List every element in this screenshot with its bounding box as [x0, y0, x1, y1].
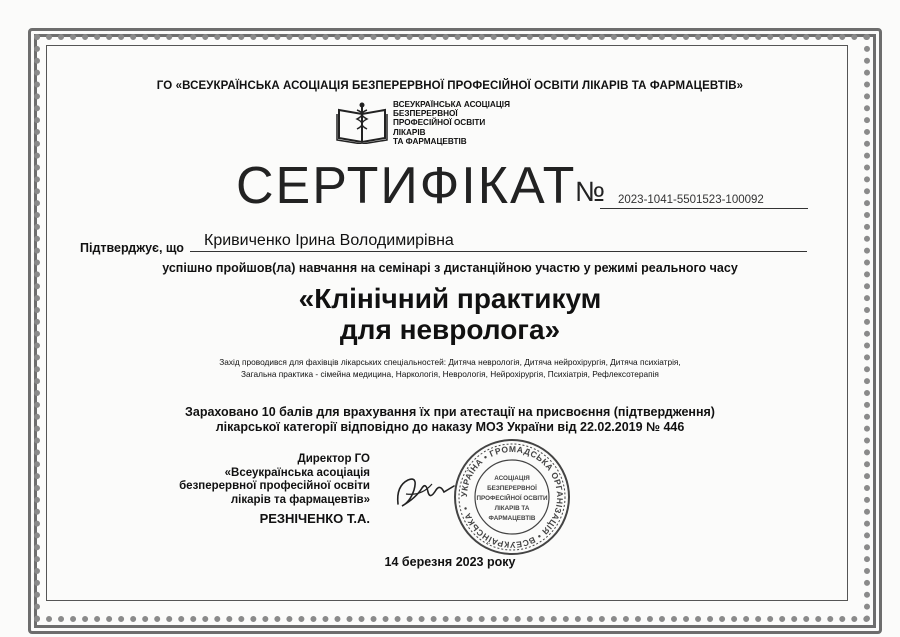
- director-line: Директор ГО: [297, 453, 370, 465]
- course-title-line: «Клінічний практикум: [298, 283, 602, 314]
- course-title: [0, 283, 900, 345]
- completion-text: успішно пройшов(ла) навчання на семінарі з дистанційною участю у режимі реального часу: [162, 261, 738, 275]
- director-line: лікарів та фармацевтів»: [230, 493, 370, 506]
- stamp-center-line: ЛІКАРІВ ТА: [494, 505, 530, 512]
- points-line: лікарської категорії відповідно до наказу МОЗ України від 22.02.2019 № 446: [215, 420, 685, 434]
- specialties-line: Загальна практика - сімейна медицина, Наркологія, Неврологія, Нейрохірургія, Психіатрія, Рефлексотерапія: [241, 369, 659, 379]
- director-title: [150, 453, 370, 507]
- course-title-line: для невролога»: [339, 314, 561, 345]
- stamp-center-line: БЕЗПЕРЕРВНОЇ: [487, 485, 537, 492]
- number-sign: №: [575, 176, 606, 207]
- official-stamp: [452, 437, 572, 557]
- stamp-ring-text: УКРАЇНА • ГРОМАДСЬКА ОРГАНІЗАЦІЯ • ВСЕУКРАЇНСЬКА •: [458, 443, 566, 551]
- certificate-number: 2023-1041-5501523-100092: [600, 194, 808, 209]
- logo-line: ПРОФЕСІЙНОЇ ОСВІТИ: [393, 118, 486, 128]
- specialties-line: Захід проводився для фахівців лікарських спеціальностей: Дитяча неврологія, Дитяча нейрохірургія, Дитяча психіатрія,: [219, 357, 681, 367]
- logo-line: ВСЕУКРАЇНСЬКА АСОЦІАЦІЯ: [393, 100, 510, 109]
- logo-line: ТА ФАРМАЦЕВТІВ: [393, 136, 467, 146]
- director-line: «Всеукраїнська асоціація: [224, 466, 370, 479]
- points-text: [0, 405, 900, 435]
- logo-line: ЛІКАРІВ: [393, 127, 426, 137]
- director-name: РЕЗНІЧЕНКО Т.А.: [259, 511, 370, 526]
- issue-date: 14 березня 2023 року: [384, 555, 516, 569]
- certificate-title: СЕРТИФІКАТ: [236, 157, 577, 215]
- organization-header: ГО «ВСЕУКРАЇНСЬКА АСОЦІАЦІЯ БЕЗПЕРЕРВНОЇ ПРОФЕСІЙНОЇ ОСВІТИ ЛІКАРІВ ТА ФАРМАЦЕВТІВ»: [156, 80, 744, 92]
- stamp-center-line: АСОЦІАЦІЯ: [494, 475, 530, 482]
- director-line: безперервної професійної освіти: [179, 480, 370, 492]
- stamp-center-line: ПРОФЕСІЙНОЇ ОСВІТИ: [476, 495, 548, 502]
- organization-logo: [335, 100, 525, 144]
- confirm-label: Підтверджує, що: [80, 241, 184, 255]
- book-caduceus-icon: [335, 100, 389, 144]
- recipient-name: Кривиченко Ірина Володимирівна: [190, 232, 807, 252]
- stamp-center-line: ФАРМАЦЕВТІВ: [488, 515, 536, 522]
- logo-line: БЕЗПЕРЕРВНОЇ: [393, 109, 458, 119]
- logo-text: [393, 100, 533, 146]
- specialties-text: [0, 356, 900, 380]
- points-line: Зараховано 10 балів для врахування їх при атестації на присвоєння (підтвердження): [185, 405, 715, 419]
